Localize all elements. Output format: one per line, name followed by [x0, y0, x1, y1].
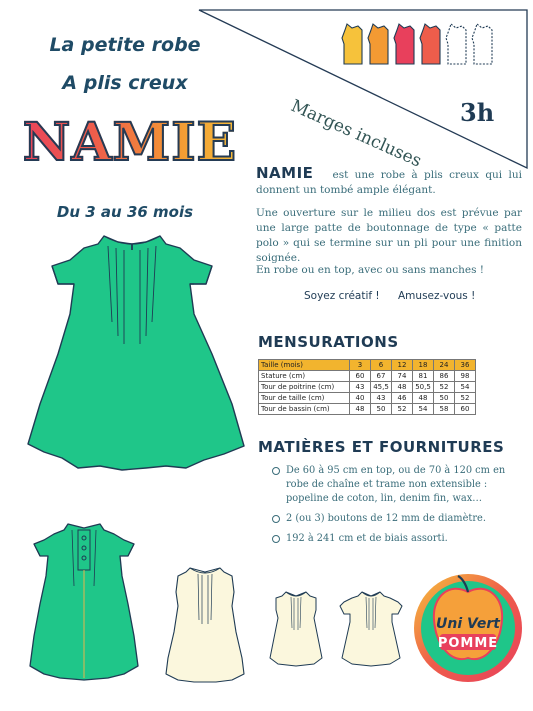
- size-header-cell: 36: [455, 360, 476, 371]
- row-label-cell: Tour de poitrine (cm): [259, 382, 350, 393]
- value-cell: 52: [455, 393, 476, 404]
- description-name: NAMIE: [256, 164, 314, 182]
- row-label-cell: Stature (cm): [259, 371, 350, 382]
- motto-left: Soyez créatif !: [304, 290, 380, 302]
- value-cell: 52: [434, 382, 455, 393]
- title-line-2: A plis creux: [62, 72, 188, 94]
- value-cell: 46: [392, 393, 413, 404]
- bodice-pattern-icon: [368, 24, 388, 64]
- size-header-cell: 24: [434, 360, 455, 371]
- measurements-table: [258, 359, 476, 415]
- bullet-circle-icon: [272, 515, 280, 523]
- value-cell: 54: [455, 382, 476, 393]
- value-cell: 81: [413, 371, 434, 382]
- table-row: [259, 371, 476, 382]
- brand-line-2: POMME: [437, 636, 499, 651]
- bodice-pattern-icon: [394, 24, 414, 64]
- value-cell: 86: [434, 371, 455, 382]
- difficulty-rating: [338, 22, 504, 74]
- pattern-name: NAMIE: [10, 112, 250, 173]
- title-line-1: La petite robe: [49, 34, 201, 56]
- size-header-cell: 12: [392, 360, 413, 371]
- brand-line-1: Uni Vert: [436, 616, 500, 632]
- duration-label: 3h: [460, 98, 495, 127]
- bodice-pattern-icon: [472, 24, 492, 64]
- value-cell: 40: [350, 393, 371, 404]
- value-cell: 58: [434, 404, 455, 415]
- value-cell: 50: [371, 404, 392, 415]
- row-label-cell: Tour de bassin (cm): [259, 404, 350, 415]
- bodice-pattern-icon: [420, 24, 440, 64]
- materials-list: [272, 464, 522, 552]
- dress-back-illustration: [26, 516, 142, 688]
- dress-front-illustration: [18, 222, 250, 490]
- value-cell: 45,5: [371, 382, 392, 393]
- bodice-pattern-icons: [338, 22, 504, 70]
- table-row: [259, 393, 476, 404]
- description-paragraph-2: Une ouverture sur le milieu dos est prévue par une large patte de boutonnage de type « patte polo » qui se termine sur un pli pour une finition soignée.: [256, 207, 522, 264]
- motto-right: Amusez-vous !: [398, 290, 476, 302]
- table-row: [259, 382, 476, 393]
- bullet-circle-icon: [272, 535, 280, 543]
- table-row: [259, 404, 476, 415]
- measurements-title: MENSURATIONS: [258, 333, 399, 351]
- value-cell: 74: [392, 371, 413, 382]
- row-label-cell: Tour de taille (cm): [259, 393, 350, 404]
- value-cell: 48: [413, 393, 434, 404]
- age-range: Du 3 au 36 mois: [56, 203, 194, 221]
- list-item: [272, 512, 522, 526]
- bodice-pattern-icon: [342, 24, 362, 64]
- value-cell: 67: [371, 371, 392, 382]
- seam-allowance-label: Marges incluses: [287, 96, 425, 172]
- value-cell: 60: [455, 404, 476, 415]
- value-cell: 50,5: [413, 382, 434, 393]
- description-paragraph-3: En robe ou en top, avec ou sans manches !: [256, 264, 485, 276]
- size-header-cell: 6: [371, 360, 392, 371]
- size-header-cell: 18: [413, 360, 434, 371]
- description-intro: [256, 166, 522, 198]
- list-item: [272, 532, 522, 546]
- sleeveless-top-illustration: [268, 588, 324, 668]
- list-item-text: De 60 à 95 cm en top, ou de 70 à 120 cm en robe de chaîne et trame non extensible : popeline de coton, lin, denim fin, wax…: [286, 465, 506, 504]
- value-cell: 48: [350, 404, 371, 415]
- header-cell: Taille (mois): [259, 360, 350, 371]
- materials-title: MATIÈRES ET FOURNITURES: [258, 438, 505, 456]
- list-item-text: 2 (ou 3) boutons de 12 mm de diamètre.: [286, 513, 486, 524]
- bodice-pattern-icon: [446, 24, 466, 64]
- value-cell: 52: [392, 404, 413, 415]
- brand-logo: [412, 568, 524, 686]
- size-header-cell: 3: [350, 360, 371, 371]
- bullet-circle-icon: [272, 467, 280, 475]
- value-cell: 54: [413, 404, 434, 415]
- value-cell: 43: [371, 393, 392, 404]
- flutter-sleeve-top-illustration: [338, 588, 404, 668]
- value-cell: 60: [350, 371, 371, 382]
- description-intro-text: est une robe à plis creux qui lui donnent un tombé ample élégant.: [256, 169, 522, 196]
- value-cell: 48: [392, 382, 413, 393]
- list-item: [272, 464, 522, 506]
- value-cell: 43: [350, 382, 371, 393]
- sleeveless-dress-illustration: [164, 562, 246, 686]
- value-cell: 50: [434, 393, 455, 404]
- list-item-text: 192 à 241 cm et de biais assorti.: [286, 533, 448, 544]
- value-cell: 98: [455, 371, 476, 382]
- table-header-row: [259, 360, 476, 371]
